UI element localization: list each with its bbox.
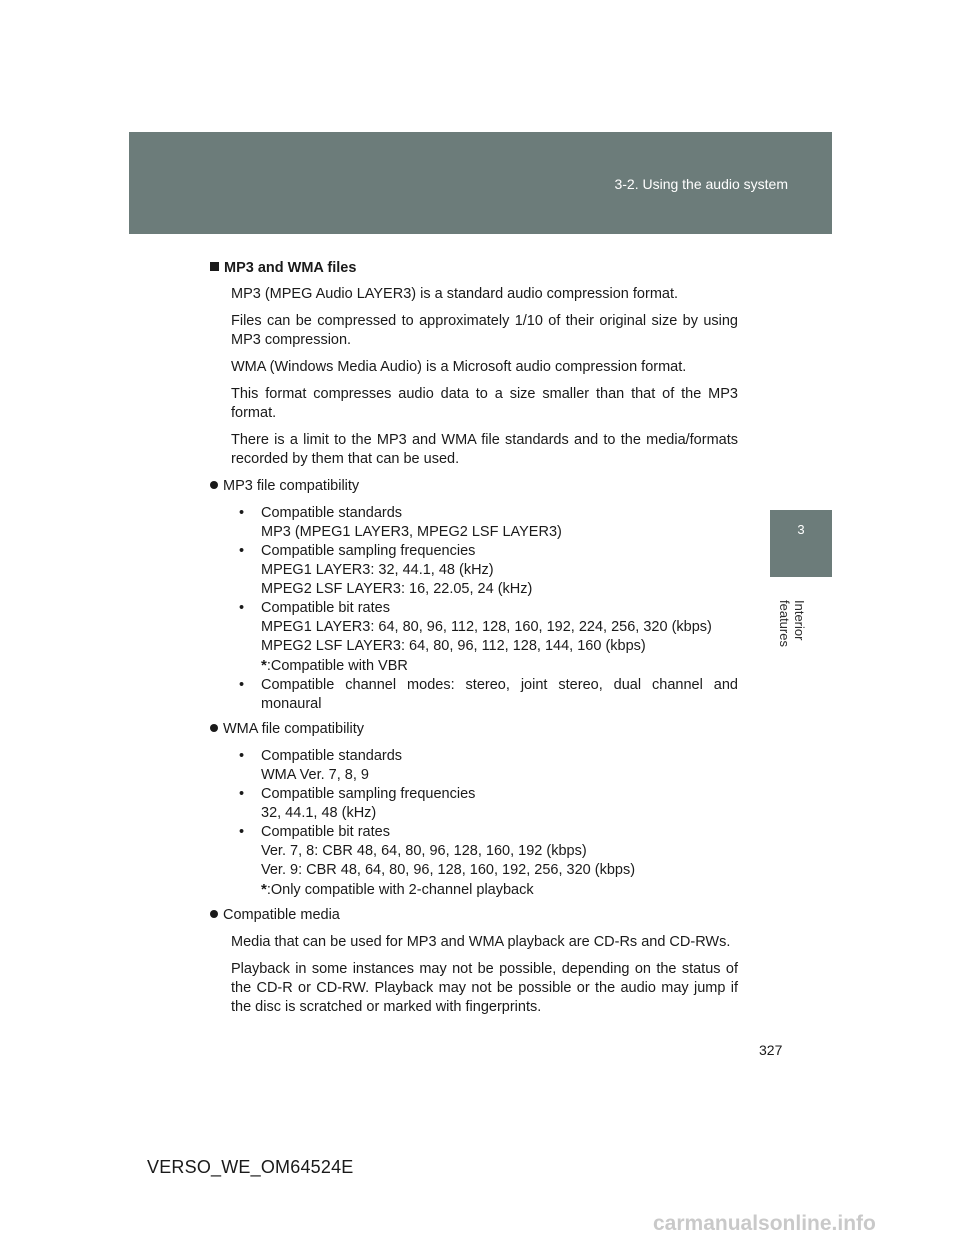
spec-value: MPEG1 LAYER3: 32, 44.1, 48 (kHz) xyxy=(261,562,494,578)
bullet-marker: • xyxy=(239,505,245,521)
intro-paragraph-4: This format compresses audio data to a size smaller than that of the MP3 format. xyxy=(231,386,738,421)
bullet-marker: • xyxy=(239,677,245,693)
section-title: 3-2. Using the audio system xyxy=(614,176,788,192)
spec-value: WMA Ver. 7, 8, 9 xyxy=(261,767,369,783)
round-bullet-icon xyxy=(210,724,218,732)
spec-label: Compatible sampling frequencies xyxy=(261,543,476,559)
spec-note xyxy=(261,656,738,676)
heading-text: MP3 and WMA files xyxy=(224,260,357,276)
intro-paragraph-1: MP3 (MPEG Audio LAYER3) is a standard audio compression format. xyxy=(231,286,679,302)
intro-paragraph-3: WMA (Windows Media Audio) is a Microsoft audio compression format. xyxy=(231,359,687,375)
spec-value: 32, 44.1, 48 (kHz) xyxy=(261,805,377,821)
spec-value: MPEG1 LAYER3: 64, 80, 96, 112, 128, 160, 192, 224, 256, 320 (kbps) xyxy=(261,619,712,635)
media-paragraph-1: Media that can be used for MP3 and WMA playback are CD-Rs and CD-RWs. xyxy=(231,934,731,950)
list-item xyxy=(239,785,738,823)
bullet-marker: • xyxy=(239,824,245,840)
round-bullet-icon xyxy=(210,910,218,918)
spec-value: Ver. 9: CBR 48, 64, 80, 96, 128, 160, 192, 256, 320 (kbps) xyxy=(261,862,636,878)
spec-note xyxy=(261,880,738,900)
bullet-marker: • xyxy=(239,600,245,616)
note-text: :Compatible with VBR xyxy=(266,658,408,674)
page-content xyxy=(210,259,738,1025)
document-code: VERSO_WE_OM64524E xyxy=(147,1157,354,1177)
header-band xyxy=(129,132,832,234)
bullet-marker: • xyxy=(239,786,245,802)
square-bullet-icon xyxy=(210,262,219,271)
page-number: 327 xyxy=(759,1042,783,1058)
note-text: :Only compatible with 2-channel playback xyxy=(266,882,534,898)
bullet-marker: • xyxy=(239,543,245,559)
list-item xyxy=(239,676,738,714)
list-item xyxy=(239,599,738,676)
spec-value: MPEG2 LSF LAYER3: 16, 22.05, 24 (kHz) xyxy=(261,581,533,597)
list-item xyxy=(239,542,738,599)
asterisk-marker: * xyxy=(261,881,267,898)
chapter-tab xyxy=(770,510,832,577)
spec-value: MPEG2 LSF LAYER3: 64, 80, 96, 112, 128, 144, 160 (kbps) xyxy=(261,638,646,654)
wma-title: WMA file compatibility xyxy=(223,721,365,737)
asterisk-marker: * xyxy=(261,657,267,674)
spec-label: Compatible bit rates xyxy=(261,824,390,840)
section-heading xyxy=(210,259,738,278)
chapter-number: 3 xyxy=(797,522,805,537)
mp3-compatibility-heading xyxy=(210,477,738,496)
spec-value: Ver. 7, 8: CBR 48, 64, 80, 96, 128, 160, 192 (kbps) xyxy=(261,843,587,859)
spec-label: Compatible standards xyxy=(261,505,403,521)
spec-label: Compatible sampling frequencies xyxy=(261,786,476,802)
list-item xyxy=(239,504,738,542)
mp3-title: MP3 file compatibility xyxy=(223,478,360,494)
bullet-marker: • xyxy=(239,748,245,764)
spec-text: Compatible channel modes: stereo, joint stereo, dual channel and monaural xyxy=(261,677,738,712)
round-bullet-icon xyxy=(210,481,218,489)
watermark: carmanualsonline.info xyxy=(653,1212,876,1235)
spec-label: Compatible bit rates xyxy=(261,600,390,616)
mp3-spec-list xyxy=(210,504,738,714)
list-item xyxy=(239,823,738,900)
chapter-label: Interior features xyxy=(777,600,807,647)
spec-label: Compatible standards xyxy=(261,748,403,764)
media-paragraph-2: Playback in some instances may not be possible, depending on the status of the CD-R or CD-RW. Playback may not be possible or the audio may jump if the disc is scratched or marked with fingerprints. xyxy=(231,961,738,1015)
media-title: Compatible media xyxy=(223,907,340,923)
wma-spec-list xyxy=(210,747,738,900)
compatible-media-heading xyxy=(210,906,738,925)
wma-compatibility-heading xyxy=(210,720,738,739)
spec-value: MP3 (MPEG1 LAYER3, MPEG2 LSF LAYER3) xyxy=(261,524,562,540)
intro-paragraph-2: Files can be compressed to approximately 1/10 of their original size by using MP3 compression. xyxy=(231,313,738,348)
intro-paragraph-5: There is a limit to the MP3 and WMA file standards and to the media/formats recorded by them that can be used. xyxy=(231,432,738,467)
list-item xyxy=(239,747,738,785)
